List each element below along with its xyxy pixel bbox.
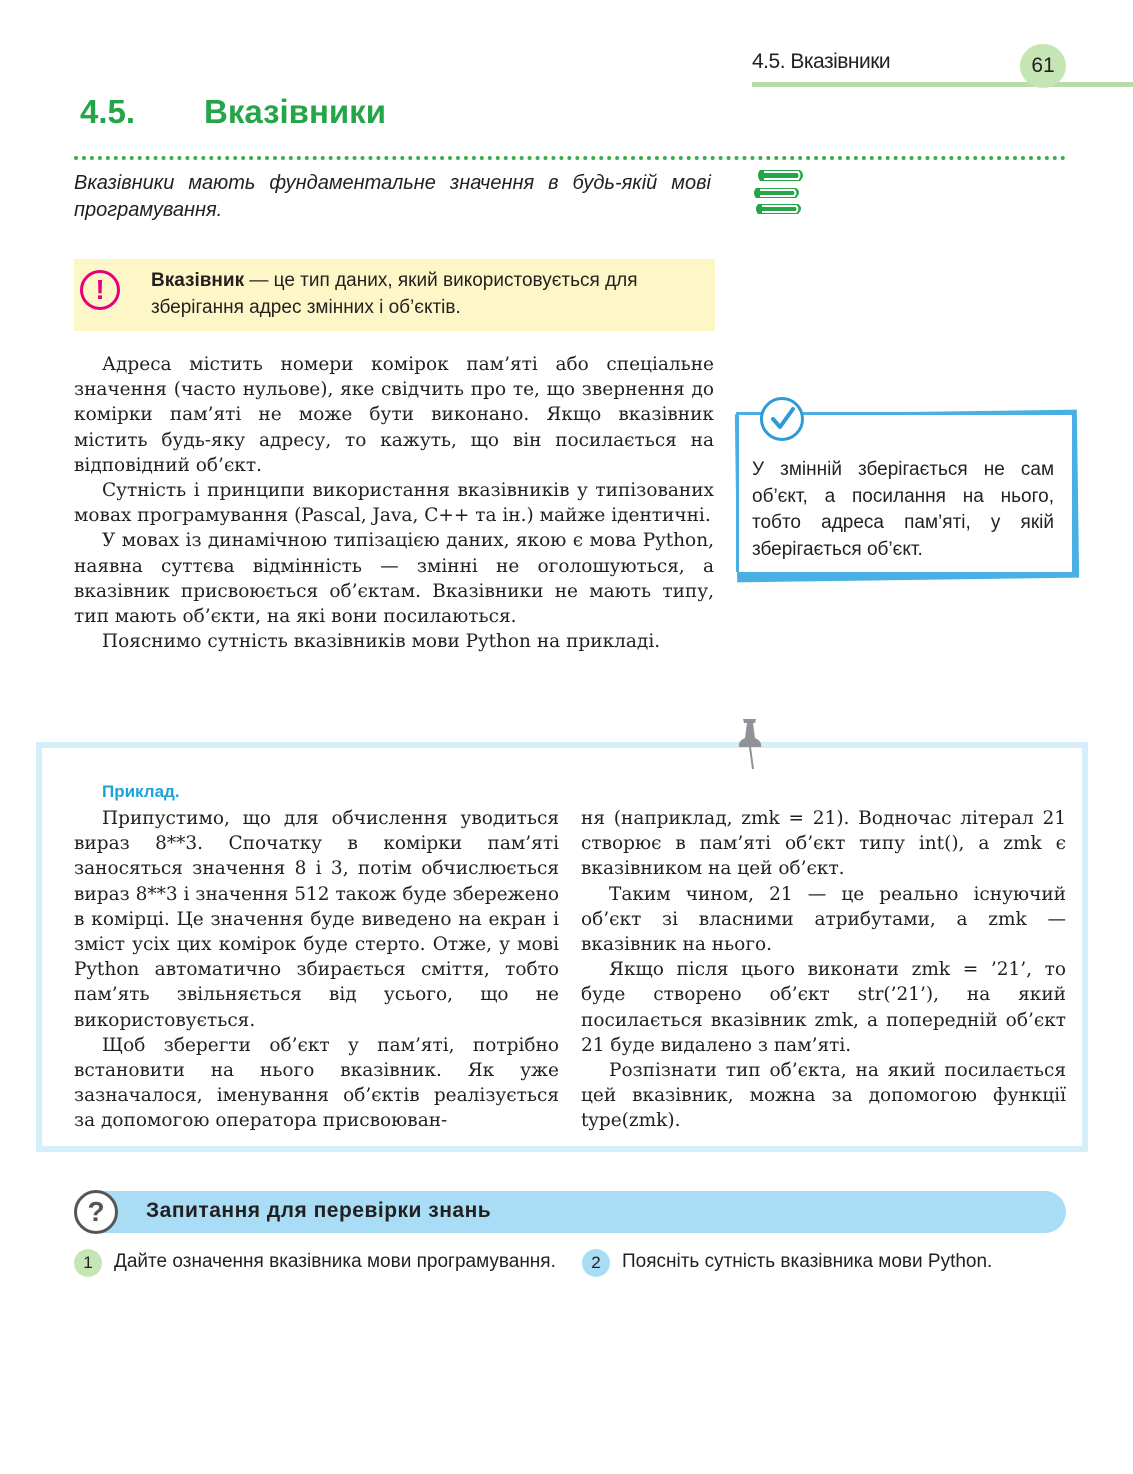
running-head-rule: [752, 82, 1133, 87]
dotted-divider: [74, 156, 1066, 160]
check-icon: [760, 397, 804, 441]
question-number: 1: [74, 1249, 102, 1277]
definition-text: [151, 267, 706, 321]
exclamation-icon: !: [80, 270, 120, 310]
question-icon: ?: [74, 1190, 118, 1234]
section-title: Вказівники: [204, 93, 386, 130]
question-text: Поясніть сутність вказівника мови Python.: [622, 1251, 993, 1272]
example-left-column: [74, 806, 559, 1134]
questions-title: Запитання для перевірки знань: [146, 1199, 492, 1222]
definition-term: Вказівник: [151, 270, 245, 291]
example-label: Приклад.: [102, 782, 180, 801]
example-paragraph: Припустимо, що для обчислення уводиться вираз 8**3. Спочатку в комірки пам’яті заносяться значення 8 і 3, потім обчислюється вираз 8**3 і значення 512 також буде збережено в комірці. Це значення буде виведено на екран і зміст усіх цих комірок буде стерто. Отже, у мові Python автоматично збирається сміття, тобто пам’ять звільняється від усього, що не використовується.: [74, 808, 559, 1031]
pushpin-icon: [734, 716, 770, 772]
body-paragraph: Сутність і принципи використання вказівників у типізованих мовах програмування (Pascal, Java, C++ та ін.) майже ідентичні.: [74, 480, 714, 527]
example-paragraph: Таким чином, 21 — це реально існуючий об’єкт зі власними атрибутами, а zmk — вказівник на нього.: [581, 883, 1066, 956]
example-paragraph: Розпізнати тип об’єкта, на який посилається цей вказівник, можна за допомогою функції type(zmk).: [581, 1060, 1066, 1132]
page-number: 61: [1020, 44, 1066, 88]
body-paragraph: У мовах із динамічною типізацією даних, якою є мова Python, наявна суттєва відмінність — змінні не оголошуються, а вказівник присвоюється об’єктам. Вказівники не мають типу, тип мають об’єкти, на які вони посилаються.: [74, 530, 714, 628]
example-paragraph: Якщо після цього виконати zmk = ’21’, то буде створено об’єкт str(’21’), на який посилається вказівник zmk, а попередній об’єкт 21 буде видалено з пам’яті.: [581, 959, 1066, 1056]
example-right-column: [581, 806, 1066, 1134]
section-number: 4.5.: [80, 93, 136, 130]
example-paragraph: Щоб зберегти об’єкт у пам’яті, потрібно встановити на нього вказівник. Як уже зазначалося, іменування об’єктів реалізується за допомогою оператора присвоюван-: [74, 1034, 559, 1132]
running-head-title: 4.5. Вказівники: [752, 50, 891, 73]
books-icon: [752, 164, 808, 222]
question-number: 2: [582, 1249, 610, 1277]
definition-body: — це тип даних, який використовується для зберігання адрес змінних і об’єктів.: [151, 270, 638, 318]
example-paragraph: ня (наприклад, zmk = 21). Водночас літерал 21 створює в пам’яті об’єкт типу int(), а zmk є вказівником на цей об’єкт.: [581, 808, 1066, 880]
intro-text: Вказівники мають фундаментальне значення в будь-якій мові програмування.: [74, 172, 711, 221]
body-text: [74, 352, 714, 654]
question-text: Дайте означення вказівника мови програмування.: [114, 1251, 556, 1272]
side-note-text: У змінній зберігається не сам об’єкт, а посилання на нього, тобто адреса пам’яті, у якій зберігається об’єкт.: [752, 459, 1054, 560]
body-paragraph: Адреса містить номери комірок пам’яті або спеціальне значення (часто нульове), яке свідчить про те, що звернення до комірки пам’яті не може бути виконано. Якщо вказівник містить будь-яку адресу, то кажуть, що він посилається на відповідний об’єкт.: [74, 354, 714, 476]
body-paragraph: Пояснимо сутність вказівників мови Python на прикладі.: [102, 631, 661, 653]
